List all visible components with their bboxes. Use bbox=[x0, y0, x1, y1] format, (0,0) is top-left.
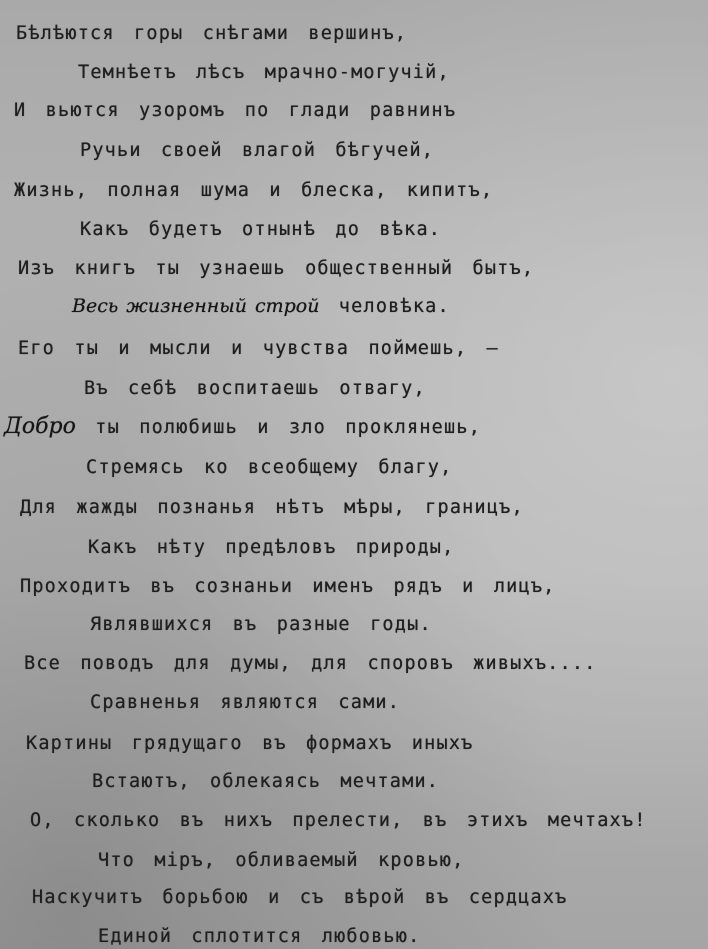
poem-line bbox=[16, 23, 407, 44]
poem-line bbox=[24, 653, 597, 674]
typed-text: Являвшихся въ разные годы. bbox=[90, 614, 432, 635]
typed-text: человѣка. bbox=[319, 296, 450, 317]
typed-text: Наскучитъ борьбою и съ вѣрой въ сердцахъ bbox=[32, 887, 568, 908]
poem-line bbox=[4, 414, 481, 439]
poem-line bbox=[92, 771, 439, 792]
typed-text: Единой сплотится любовью. bbox=[98, 926, 421, 947]
poem-line bbox=[32, 887, 568, 908]
poem-line bbox=[20, 576, 556, 597]
typed-text: Его ты и мысли и чувства поймешь, — bbox=[18, 338, 499, 359]
typed-text: Какъ будетъ отнынѣ до вѣка. bbox=[80, 219, 442, 240]
typed-text: О, сколько въ нихъ прелести, въ этихъ мечтахъ! bbox=[30, 810, 647, 831]
poem-line bbox=[90, 614, 432, 635]
typed-text: Изъ книгъ ты узнаешь общественный бытъ, bbox=[18, 258, 535, 279]
poem-line bbox=[18, 258, 534, 279]
typed-text: Встаютъ, облекаясь мечтами. bbox=[92, 771, 440, 792]
poem-line bbox=[84, 378, 426, 399]
poem-line bbox=[86, 457, 452, 478]
typed-text: Проходитъ въ сознаньи именъ рядъ и лицъ, bbox=[20, 576, 556, 597]
typed-text: Въ себѣ воспитаешь отвагу, bbox=[84, 378, 426, 399]
typed-text: Все поводъ для думы, для споровъ живыхъ.... bbox=[24, 653, 597, 674]
poem-line bbox=[26, 733, 474, 754]
typed-text: Что мiръ, обливаемый кровью, bbox=[98, 850, 465, 871]
typed-text: Бѣлѣются горы снѣгами вершинъ, bbox=[16, 23, 408, 44]
typed-text: Сравненья являются сами. bbox=[90, 692, 401, 713]
handwritten-correction: Весь жизненный строй bbox=[72, 295, 320, 317]
typed-text: Темнѣетъ лѣсъ мрачно-могучiй, bbox=[78, 62, 450, 83]
poem-line bbox=[98, 850, 464, 871]
poem-line bbox=[90, 692, 400, 713]
typed-text: И вьются узоромъ по глади равнинъ bbox=[14, 100, 457, 121]
handwritten-correction: Добро bbox=[4, 414, 76, 439]
poem-line bbox=[14, 180, 493, 201]
poem-line bbox=[98, 926, 420, 947]
poem-line bbox=[80, 140, 434, 161]
typed-text: ты полюбишь и зло проклянешь, bbox=[75, 417, 482, 438]
typed-text: Картины грядущаго въ формахъ иныхъ bbox=[26, 733, 474, 754]
typed-text: Жизнь, полная шума и блеска, кипитъ, bbox=[14, 180, 494, 201]
poem-line bbox=[72, 295, 450, 317]
poem-line bbox=[80, 219, 441, 240]
poem-line bbox=[78, 62, 450, 83]
poem-line bbox=[30, 810, 647, 831]
poem-line bbox=[14, 100, 456, 121]
typed-text: Для жажды познанья нѣтъ мѣры, границъ, bbox=[20, 497, 524, 518]
poem-line bbox=[20, 497, 524, 518]
poem-line bbox=[18, 338, 499, 359]
typed-text: Какъ нѣту предѣловъ природы, bbox=[88, 537, 455, 558]
typed-text: Стремясь ко всеобщему благу, bbox=[86, 457, 453, 478]
poem-line bbox=[88, 537, 454, 558]
typed-text: Ручьи своей влагой бѣгучей, bbox=[80, 140, 435, 161]
